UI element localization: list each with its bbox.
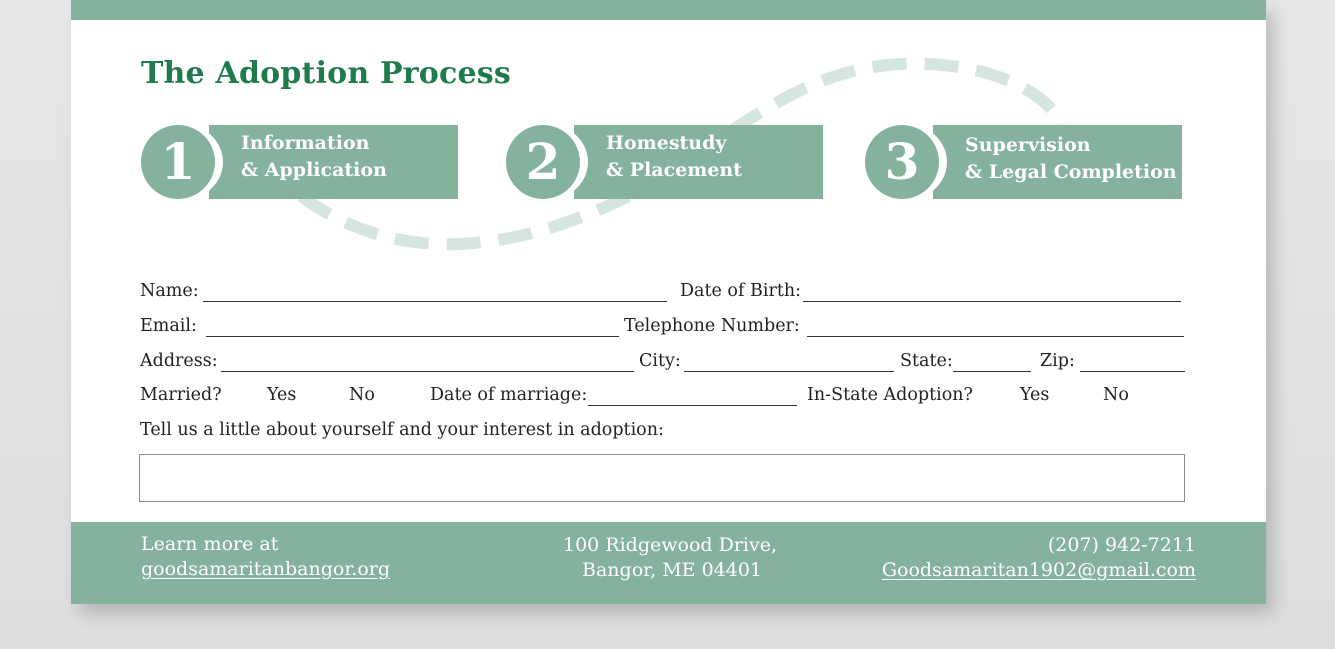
email-label: Email: xyxy=(140,316,197,336)
zip-field[interactable] xyxy=(1080,371,1185,372)
married-yes-option[interactable]: Yes xyxy=(267,385,297,405)
married-label: Married? xyxy=(140,385,222,405)
about-prompt: Tell us a little about yourself and your interest in adoption: xyxy=(140,420,664,440)
state-label: State: xyxy=(900,351,953,371)
step-1 xyxy=(141,124,458,200)
marriage-date-field[interactable] xyxy=(588,405,797,406)
instate-adoption-label: In-State Adoption? xyxy=(807,385,973,405)
step-3-label: Supervision & Legal Completion xyxy=(965,134,1177,183)
dob-field[interactable] xyxy=(803,301,1181,302)
city-label: City: xyxy=(639,351,681,371)
form-row-address xyxy=(140,351,1185,375)
form-row-name xyxy=(140,281,1185,305)
footer-address: 100 Ridgewood Drive, Bangor, ME 04401 xyxy=(563,534,778,581)
state-field[interactable] xyxy=(953,371,1031,372)
name-label: Name: xyxy=(140,281,199,301)
page-title: The Adoption Process xyxy=(141,56,511,91)
step-3 xyxy=(865,124,1182,200)
city-field[interactable] xyxy=(684,371,894,372)
step-2-number: 2 xyxy=(506,125,580,199)
footer-phone: (207) 942-7211 xyxy=(1047,534,1196,556)
form-row-about xyxy=(140,420,1185,444)
adoption-card xyxy=(71,0,1266,604)
step-1-label: Information & Application xyxy=(241,132,387,181)
footer-contact xyxy=(882,533,1196,583)
address-label: Address: xyxy=(140,351,218,371)
step-2 xyxy=(506,124,823,200)
zip-label: Zip: xyxy=(1040,351,1075,371)
email-link[interactable]: Goodsamaritan1902@gmail.com xyxy=(881,559,1196,581)
website-link[interactable]: goodsamaritanbangor.org xyxy=(141,558,391,580)
married-no-option[interactable]: No xyxy=(349,385,375,405)
name-field[interactable] xyxy=(203,301,667,302)
form-row-email xyxy=(140,316,1185,340)
footer-learn-more: Learn more at goodsamaritanbangor.org xyxy=(141,533,391,580)
form-row-married xyxy=(140,385,1185,409)
about-textbox[interactable] xyxy=(139,454,1185,502)
phone-field[interactable] xyxy=(807,336,1184,337)
marriage-date-label: Date of marriage: xyxy=(430,385,588,405)
step-3-number: 3 xyxy=(865,125,939,199)
step-1-number: 1 xyxy=(141,125,215,199)
email-field[interactable] xyxy=(206,336,619,337)
step-2-label: Homestudy & Placement xyxy=(606,132,743,181)
phone-label: Telephone Number: xyxy=(624,316,800,336)
footer xyxy=(71,522,1266,604)
dob-label: Date of Birth: xyxy=(680,281,802,301)
instate-no-option[interactable]: No xyxy=(1103,385,1129,405)
instate-yes-option[interactable]: Yes xyxy=(1020,385,1050,405)
address-field[interactable] xyxy=(221,371,634,372)
